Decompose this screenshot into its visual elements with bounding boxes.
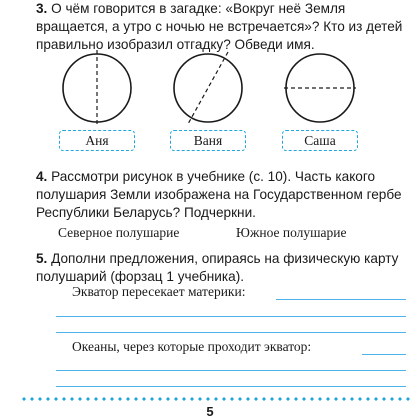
name-option-anya[interactable]: Аня xyxy=(59,130,135,151)
task-5-question: Дополни предложения, опираясь на физическую карту полушарий (форзац 1 учебника). xyxy=(36,251,399,284)
task-4-question: Рассмотри рисунок в учебнике (с. 10). Часть какого полушария Земли изображена на Государственном гербе Республики Беларусь? Подчеркни. xyxy=(36,169,402,220)
task-3-number: 3. xyxy=(36,1,48,16)
name-option-sasha[interactable]: Саша xyxy=(282,130,358,151)
equator-continents-prompt: Экватор пересекает материки: xyxy=(72,284,249,300)
answer-line-oceans-1[interactable] xyxy=(362,354,406,355)
answer-line-continents-1[interactable] xyxy=(276,299,406,300)
task-5-text xyxy=(36,250,406,286)
circle-vanya-tilted-axis xyxy=(172,50,244,124)
circle-sasha-horizontal-axis xyxy=(284,50,356,124)
answer-line-continents-3[interactable] xyxy=(56,332,406,333)
name-option-vanya[interactable]: Ваня xyxy=(170,130,246,151)
answer-line-continents-2[interactable] xyxy=(56,316,406,317)
dotted-divider xyxy=(20,397,412,401)
task-3-question: О чём говорится в загадке: «Вокруг неё Земля вращается, а утро с ночью не встречается»? Кто из детей правильно изобразил отгадку? Обведи имя. xyxy=(36,1,403,52)
option-northern-hemisphere[interactable]: Северное полушарие xyxy=(58,225,180,240)
equator-oceans-prompt: Океаны, через которые проходит экватор: xyxy=(72,339,315,355)
page-number: 5 xyxy=(206,404,214,419)
task-4-text xyxy=(36,168,406,222)
circle-anya-vertical-axis xyxy=(61,50,133,124)
answer-line-oceans-3[interactable] xyxy=(56,386,406,387)
task-4-number: 4. xyxy=(36,169,48,184)
answer-line-oceans-2[interactable] xyxy=(56,370,406,371)
option-southern-hemisphere[interactable]: Южное полушарие xyxy=(236,225,347,240)
task-3-text xyxy=(36,0,406,54)
task-5-number: 5. xyxy=(36,251,48,266)
